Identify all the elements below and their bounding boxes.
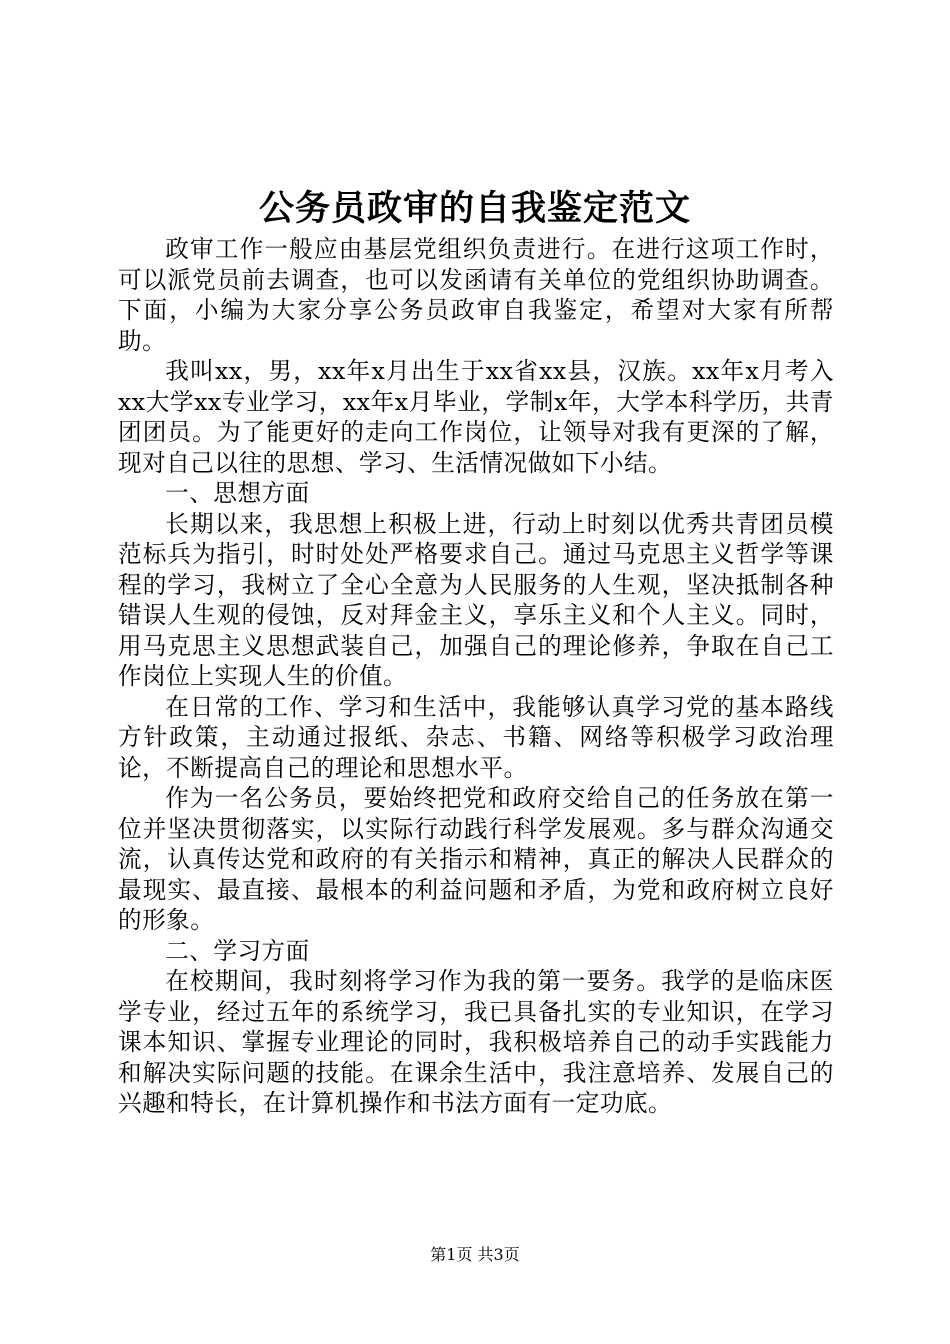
section-heading-study: 二、学习方面 [165,936,310,965]
document-title: 公务员政审的自我鉴定范文 [258,188,691,229]
paragraph-thought-3: 作为一名公务员，要始终把党和政府交给自己的任务放在第一位并坚决贯彻落实，以实际行动践行科学发展观。多与群众沟通交流，认真传达党和政府的有关指示和精神，真正的解决人民群众的最现实、最直接、最根本的利益问题和矛盾，为党和政府树立良好的形象。 [118,784,834,934]
document-body [118,234,834,1119]
paragraph-thought-1: 长期以来，我思想上积极上进，行动上时刻以优秀共青团员模范标兵为指引，时时处处严格要求自己。通过马克思主义哲学等课程的学习，我树立了全心全意为人民服务的人生观，坚决抵制各种错误人生观的侵蚀，反对拜金主义，享乐主义和个人主义。同时，用马克思主义思想武装自己，加强自己的理论修养，争取在自己工作岗位上实现人生的价值。 [118,509,834,690]
paragraph-study-1: 在校期间，我时刻将学习作为我的第一要务。我学的是临床医学专业，经过五年的系统学习，我已具备扎实的专业知识，在学习课本知识、掌握专业理论的同时，我积极培养自己的动手实践能力和解决实际问题的技能。在课余生活中，我注意培养、发展自己的兴趣和特长，在计算机操作和书法方面有一定功底。 [118,967,834,1117]
section-heading-thought: 一、思想方面 [165,479,310,507]
paragraph-thought-2: 在日常的工作、学习和生活中，我能够认真学习党的基本路线方针政策，主动通过报纸、杂志、书籍、网络等积极学习政治理论，不断提高自己的理论和思想水平。 [118,692,834,782]
paragraph-intro: 政审工作一般应由基层党组织负责进行。在进行这项工作时，可以派党员前去调查，也可以发函请有关单位的党组织协助调查。下面，小编为大家分享公务员政审自我鉴定，希望对大家有所帮助。 [118,235,834,355]
paragraph-personal-info: 我叫xx，男，xx年x月出生于xx省xx县，汉族。xx年x月考入xx大学xx专业学习，xx年x月毕业，学制x年，大学本科学历，共青团团员。为了能更好的走向工作岗位，让领导对我有更深的了解，现对自己以往的思想、学习、生活情况做如下小结。 [118,357,834,477]
page-number-footer: 第1页 共3页 [430,1245,520,1264]
